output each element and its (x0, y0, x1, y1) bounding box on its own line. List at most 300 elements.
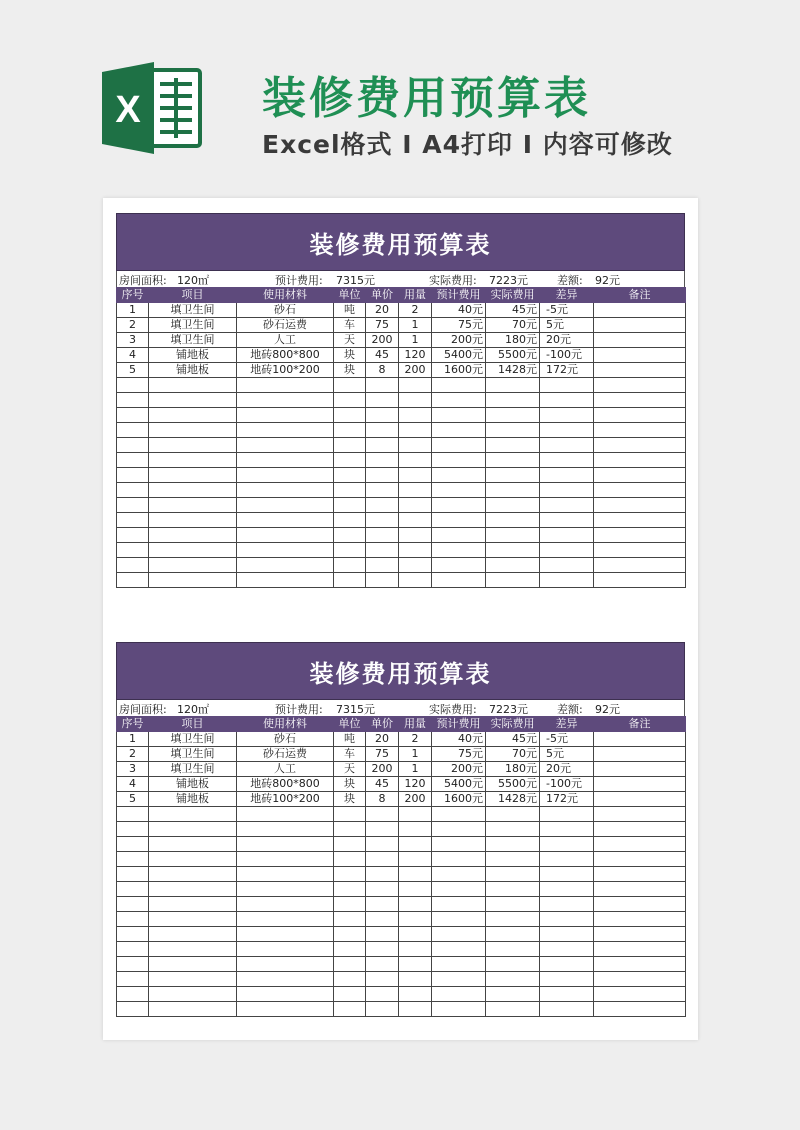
table-cell[interactable] (594, 378, 686, 393)
table-cell[interactable] (117, 423, 149, 438)
table-cell[interactable]: 5 (117, 792, 149, 807)
table-cell[interactable] (399, 957, 432, 972)
table-cell[interactable] (237, 408, 334, 423)
table-cell[interactable]: 75 (366, 747, 399, 762)
table-cell[interactable] (117, 807, 149, 822)
table-cell[interactable] (432, 468, 486, 483)
table-cell[interactable] (334, 453, 366, 468)
table-cell[interactable] (237, 378, 334, 393)
table-cell[interactable]: 砂石 (237, 303, 334, 318)
table-cell[interactable] (399, 528, 432, 543)
table-cell[interactable] (117, 867, 149, 882)
table-cell[interactable]: -100元 (540, 777, 594, 792)
table-cell[interactable] (149, 927, 237, 942)
table-cell[interactable] (432, 867, 486, 882)
table-cell[interactable] (237, 972, 334, 987)
table-cell[interactable] (594, 987, 686, 1002)
table-cell[interactable] (594, 453, 686, 468)
table-cell[interactable] (486, 837, 540, 852)
table-cell[interactable] (366, 498, 399, 513)
table-cell[interactable] (149, 573, 237, 588)
table-cell[interactable] (432, 1002, 486, 1017)
table-cell[interactable] (334, 393, 366, 408)
table-cell[interactable] (117, 927, 149, 942)
table-cell[interactable] (149, 837, 237, 852)
table-cell[interactable]: 172元 (540, 363, 594, 378)
table-cell[interactable]: -5元 (540, 303, 594, 318)
table-cell[interactable]: 45元 (486, 303, 540, 318)
table-cell[interactable]: 75元 (432, 318, 486, 333)
table-cell[interactable]: 车 (334, 747, 366, 762)
table-cell[interactable] (432, 882, 486, 897)
table-cell[interactable] (117, 453, 149, 468)
table-cell[interactable] (237, 927, 334, 942)
table-cell[interactable] (540, 423, 594, 438)
table-cell[interactable] (594, 822, 686, 837)
table-cell[interactable] (366, 882, 399, 897)
table-cell[interactable] (237, 558, 334, 573)
table-cell[interactable]: 8 (366, 792, 399, 807)
table-cell[interactable]: 填卫生间 (149, 303, 237, 318)
table-cell[interactable] (149, 408, 237, 423)
table-cell[interactable] (149, 807, 237, 822)
table-cell[interactable] (117, 513, 149, 528)
table-cell[interactable]: 砂石运费 (237, 747, 334, 762)
table-cell[interactable] (117, 837, 149, 852)
table-cell[interactable] (486, 882, 540, 897)
table-cell[interactable]: 8 (366, 363, 399, 378)
table-cell[interactable] (399, 513, 432, 528)
table-cell[interactable] (117, 957, 149, 972)
table-cell[interactable] (149, 822, 237, 837)
table-cell[interactable]: 3 (117, 762, 149, 777)
table-cell[interactable]: 5500元 (486, 777, 540, 792)
table-cell[interactable] (399, 927, 432, 942)
table-cell[interactable] (432, 957, 486, 972)
table-cell[interactable] (432, 987, 486, 1002)
table-cell[interactable] (486, 867, 540, 882)
table-cell[interactable] (149, 972, 237, 987)
table-cell[interactable] (399, 393, 432, 408)
table-cell[interactable] (594, 408, 686, 423)
table-cell[interactable] (366, 513, 399, 528)
table-cell[interactable] (594, 927, 686, 942)
table-cell[interactable]: 40元 (432, 732, 486, 747)
table-cell[interactable] (486, 927, 540, 942)
table-cell[interactable] (540, 972, 594, 987)
table-cell[interactable] (149, 483, 237, 498)
table-cell[interactable]: 5500元 (486, 348, 540, 363)
table-cell[interactable] (149, 438, 237, 453)
table-cell[interactable] (149, 882, 237, 897)
table-cell[interactable] (432, 513, 486, 528)
table-cell[interactable] (366, 987, 399, 1002)
table-cell[interactable] (540, 483, 594, 498)
table-cell[interactable] (334, 837, 366, 852)
table-cell[interactable] (334, 987, 366, 1002)
table-cell[interactable] (237, 498, 334, 513)
table-cell[interactable] (237, 483, 334, 498)
table-cell[interactable] (334, 498, 366, 513)
table-cell[interactable] (334, 882, 366, 897)
table-cell[interactable]: 120 (399, 348, 432, 363)
table-cell[interactable] (366, 822, 399, 837)
table-cell[interactable] (486, 852, 540, 867)
table-cell[interactable] (399, 498, 432, 513)
table-cell[interactable]: 45元 (486, 732, 540, 747)
table-cell[interactable]: 200 (399, 792, 432, 807)
table-cell[interactable] (237, 423, 334, 438)
table-cell[interactable] (432, 558, 486, 573)
table-cell[interactable] (117, 498, 149, 513)
table-cell[interactable]: 5 (117, 363, 149, 378)
table-cell[interactable] (334, 483, 366, 498)
table-cell[interactable]: 地砖800*800 (237, 777, 334, 792)
table-cell[interactable] (399, 942, 432, 957)
table-cell[interactable] (399, 837, 432, 852)
table-cell[interactable]: 2 (399, 303, 432, 318)
table-cell[interactable] (486, 378, 540, 393)
table-cell[interactable]: 填卫生间 (149, 333, 237, 348)
table-cell[interactable] (117, 912, 149, 927)
table-cell[interactable] (366, 558, 399, 573)
table-cell[interactable]: 200 (399, 363, 432, 378)
table-cell[interactable] (334, 513, 366, 528)
table-cell[interactable]: 200元 (432, 333, 486, 348)
table-cell[interactable] (594, 573, 686, 588)
table-cell[interactable] (432, 453, 486, 468)
table-cell[interactable] (486, 822, 540, 837)
table-cell[interactable] (117, 393, 149, 408)
table-cell[interactable]: 天 (334, 333, 366, 348)
table-cell[interactable] (486, 423, 540, 438)
table-cell[interactable] (149, 987, 237, 1002)
table-cell[interactable] (237, 987, 334, 1002)
table-cell[interactable] (594, 942, 686, 957)
table-cell[interactable] (432, 972, 486, 987)
table-cell[interactable] (366, 393, 399, 408)
table-cell[interactable] (540, 438, 594, 453)
table-cell[interactable] (432, 528, 486, 543)
table-cell[interactable] (366, 897, 399, 912)
table-cell[interactable]: 200 (366, 762, 399, 777)
table-cell[interactable] (432, 807, 486, 822)
table-cell[interactable] (432, 942, 486, 957)
table-cell[interactable] (149, 513, 237, 528)
table-cell[interactable] (334, 573, 366, 588)
table-cell[interactable]: 人工 (237, 762, 334, 777)
table-cell[interactable]: 120 (399, 777, 432, 792)
table-cell[interactable] (594, 483, 686, 498)
table-cell[interactable] (399, 483, 432, 498)
table-cell[interactable] (237, 882, 334, 897)
table-cell[interactable] (540, 393, 594, 408)
table-cell[interactable]: 1 (117, 303, 149, 318)
table-cell[interactable]: 铺地板 (149, 777, 237, 792)
table-cell[interactable] (594, 423, 686, 438)
table-cell[interactable] (237, 837, 334, 852)
table-cell[interactable] (432, 423, 486, 438)
table-cell[interactable]: 200元 (432, 762, 486, 777)
table-cell[interactable] (366, 438, 399, 453)
table-cell[interactable] (540, 927, 594, 942)
table-cell[interactable] (486, 453, 540, 468)
table-cell[interactable] (540, 408, 594, 423)
table-cell[interactable] (237, 513, 334, 528)
table-cell[interactable]: 4 (117, 777, 149, 792)
table-cell[interactable]: 70元 (486, 318, 540, 333)
table-cell[interactable] (366, 867, 399, 882)
table-cell[interactable] (594, 897, 686, 912)
table-cell[interactable] (149, 468, 237, 483)
table-cell[interactable] (486, 942, 540, 957)
table-cell[interactable]: 块 (334, 348, 366, 363)
table-cell[interactable]: 20元 (540, 333, 594, 348)
table-cell[interactable]: 1 (399, 318, 432, 333)
table-cell[interactable] (366, 543, 399, 558)
table-cell[interactable] (334, 957, 366, 972)
table-cell[interactable] (334, 972, 366, 987)
table-cell[interactable]: 3 (117, 333, 149, 348)
table-cell[interactable] (594, 747, 686, 762)
table-cell[interactable] (366, 972, 399, 987)
table-cell[interactable] (399, 972, 432, 987)
table-cell[interactable] (334, 543, 366, 558)
table-cell[interactable]: 吨 (334, 303, 366, 318)
table-cell[interactable] (334, 438, 366, 453)
table-cell[interactable] (594, 972, 686, 987)
table-cell[interactable] (366, 468, 399, 483)
table-cell[interactable]: 70元 (486, 747, 540, 762)
table-cell[interactable]: 砂石运费 (237, 318, 334, 333)
table-cell[interactable] (540, 807, 594, 822)
table-cell[interactable] (486, 558, 540, 573)
table-cell[interactable] (334, 528, 366, 543)
table-cell[interactable] (486, 513, 540, 528)
table-cell[interactable] (366, 852, 399, 867)
table-cell[interactable] (117, 408, 149, 423)
table-cell[interactable] (432, 837, 486, 852)
table-cell[interactable] (399, 1002, 432, 1017)
table-cell[interactable] (149, 957, 237, 972)
table-cell[interactable] (540, 867, 594, 882)
table-cell[interactable] (594, 777, 686, 792)
table-cell[interactable] (594, 543, 686, 558)
table-cell[interactable] (594, 303, 686, 318)
table-cell[interactable]: 填卫生间 (149, 762, 237, 777)
table-cell[interactable] (486, 393, 540, 408)
table-cell[interactable] (237, 1002, 334, 1017)
table-cell[interactable] (237, 543, 334, 558)
table-cell[interactable] (366, 378, 399, 393)
table-cell[interactable] (432, 378, 486, 393)
table-cell[interactable] (334, 867, 366, 882)
table-cell[interactable] (334, 408, 366, 423)
table-cell[interactable] (237, 573, 334, 588)
table-cell[interactable] (334, 852, 366, 867)
table-cell[interactable] (594, 837, 686, 852)
table-cell[interactable] (486, 498, 540, 513)
table-cell[interactable]: 5元 (540, 747, 594, 762)
table-cell[interactable] (594, 513, 686, 528)
table-cell[interactable] (237, 867, 334, 882)
table-cell[interactable] (117, 438, 149, 453)
table-cell[interactable] (117, 528, 149, 543)
table-cell[interactable] (149, 543, 237, 558)
table-cell[interactable]: -5元 (540, 732, 594, 747)
table-cell[interactable] (540, 378, 594, 393)
table-cell[interactable]: 铺地板 (149, 348, 237, 363)
table-cell[interactable] (594, 882, 686, 897)
table-cell[interactable] (366, 837, 399, 852)
table-cell[interactable]: 1600元 (432, 363, 486, 378)
table-cell[interactable] (399, 423, 432, 438)
table-cell[interactable] (117, 852, 149, 867)
table-cell[interactable] (432, 852, 486, 867)
table-cell[interactable] (334, 927, 366, 942)
table-cell[interactable] (432, 438, 486, 453)
table-cell[interactable]: 块 (334, 792, 366, 807)
table-cell[interactable] (117, 468, 149, 483)
table-cell[interactable] (594, 852, 686, 867)
table-cell[interactable] (594, 528, 686, 543)
table-cell[interactable] (432, 927, 486, 942)
table-cell[interactable] (117, 987, 149, 1002)
table-cell[interactable] (540, 1002, 594, 1017)
table-cell[interactable] (540, 852, 594, 867)
table-cell[interactable] (399, 408, 432, 423)
table-cell[interactable] (540, 957, 594, 972)
table-cell[interactable] (366, 483, 399, 498)
table-cell[interactable] (399, 378, 432, 393)
table-cell[interactable] (334, 558, 366, 573)
table-cell[interactable] (594, 957, 686, 972)
table-cell[interactable] (399, 453, 432, 468)
table-cell[interactable] (486, 438, 540, 453)
table-cell[interactable] (334, 912, 366, 927)
table-cell[interactable] (594, 1002, 686, 1017)
table-cell[interactable] (334, 423, 366, 438)
table-cell[interactable] (486, 987, 540, 1002)
table-cell[interactable] (366, 927, 399, 942)
table-cell[interactable]: 1 (117, 732, 149, 747)
table-cell[interactable]: 5400元 (432, 348, 486, 363)
table-cell[interactable] (486, 483, 540, 498)
table-cell[interactable] (399, 897, 432, 912)
table-cell[interactable] (399, 807, 432, 822)
table-cell[interactable] (594, 762, 686, 777)
table-cell[interactable]: 块 (334, 363, 366, 378)
table-cell[interactable] (540, 837, 594, 852)
table-cell[interactable] (149, 423, 237, 438)
table-cell[interactable] (399, 438, 432, 453)
table-cell[interactable] (486, 468, 540, 483)
table-cell[interactable] (594, 807, 686, 822)
table-cell[interactable] (486, 972, 540, 987)
table-cell[interactable]: -100元 (540, 348, 594, 363)
table-cell[interactable] (540, 558, 594, 573)
table-cell[interactable] (399, 987, 432, 1002)
table-cell[interactable] (432, 483, 486, 498)
table-cell[interactable]: 1428元 (486, 792, 540, 807)
table-cell[interactable] (486, 807, 540, 822)
table-cell[interactable] (540, 942, 594, 957)
table-cell[interactable] (149, 852, 237, 867)
table-cell[interactable]: 填卫生间 (149, 747, 237, 762)
table-cell[interactable] (237, 897, 334, 912)
table-cell[interactable] (366, 957, 399, 972)
table-cell[interactable]: 40元 (432, 303, 486, 318)
table-cell[interactable]: 1 (399, 747, 432, 762)
table-cell[interactable]: 2 (399, 732, 432, 747)
table-cell[interactable] (399, 912, 432, 927)
table-cell[interactable] (399, 882, 432, 897)
table-cell[interactable] (237, 528, 334, 543)
table-cell[interactable] (399, 867, 432, 882)
table-cell[interactable] (594, 912, 686, 927)
table-cell[interactable] (594, 348, 686, 363)
table-cell[interactable]: 75 (366, 318, 399, 333)
table-cell[interactable] (486, 543, 540, 558)
table-cell[interactable]: 吨 (334, 732, 366, 747)
table-cell[interactable] (149, 1002, 237, 1017)
table-cell[interactable]: 5元 (540, 318, 594, 333)
table-cell[interactable] (366, 453, 399, 468)
table-cell[interactable]: 20元 (540, 762, 594, 777)
table-cell[interactable] (432, 498, 486, 513)
table-cell[interactable]: 地砖800*800 (237, 348, 334, 363)
table-cell[interactable] (237, 807, 334, 822)
table-cell[interactable]: 20 (366, 303, 399, 318)
table-cell[interactable] (334, 378, 366, 393)
table-cell[interactable] (540, 543, 594, 558)
table-cell[interactable] (432, 897, 486, 912)
table-cell[interactable]: 180元 (486, 762, 540, 777)
table-cell[interactable] (149, 378, 237, 393)
table-cell[interactable] (117, 1002, 149, 1017)
table-cell[interactable]: 1 (399, 333, 432, 348)
table-cell[interactable]: 块 (334, 777, 366, 792)
table-cell[interactable]: 人工 (237, 333, 334, 348)
table-cell[interactable] (432, 912, 486, 927)
table-cell[interactable] (594, 438, 686, 453)
table-cell[interactable] (149, 558, 237, 573)
table-cell[interactable] (237, 912, 334, 927)
table-cell[interactable] (237, 438, 334, 453)
table-cell[interactable] (540, 468, 594, 483)
table-cell[interactable] (117, 822, 149, 837)
table-cell[interactable]: 填卫生间 (149, 732, 237, 747)
table-cell[interactable] (117, 882, 149, 897)
table-cell[interactable]: 20 (366, 732, 399, 747)
table-cell[interactable] (540, 528, 594, 543)
table-cell[interactable]: 2 (117, 747, 149, 762)
table-cell[interactable] (366, 423, 399, 438)
table-cell[interactable] (594, 498, 686, 513)
table-cell[interactable] (540, 822, 594, 837)
table-cell[interactable] (540, 987, 594, 1002)
table-cell[interactable] (594, 792, 686, 807)
table-cell[interactable] (149, 897, 237, 912)
table-cell[interactable] (117, 558, 149, 573)
table-cell[interactable] (117, 942, 149, 957)
table-cell[interactable] (237, 393, 334, 408)
table-cell[interactable] (366, 1002, 399, 1017)
table-cell[interactable] (149, 498, 237, 513)
table-cell[interactable] (486, 1002, 540, 1017)
table-cell[interactable]: 2 (117, 318, 149, 333)
table-cell[interactable] (486, 408, 540, 423)
